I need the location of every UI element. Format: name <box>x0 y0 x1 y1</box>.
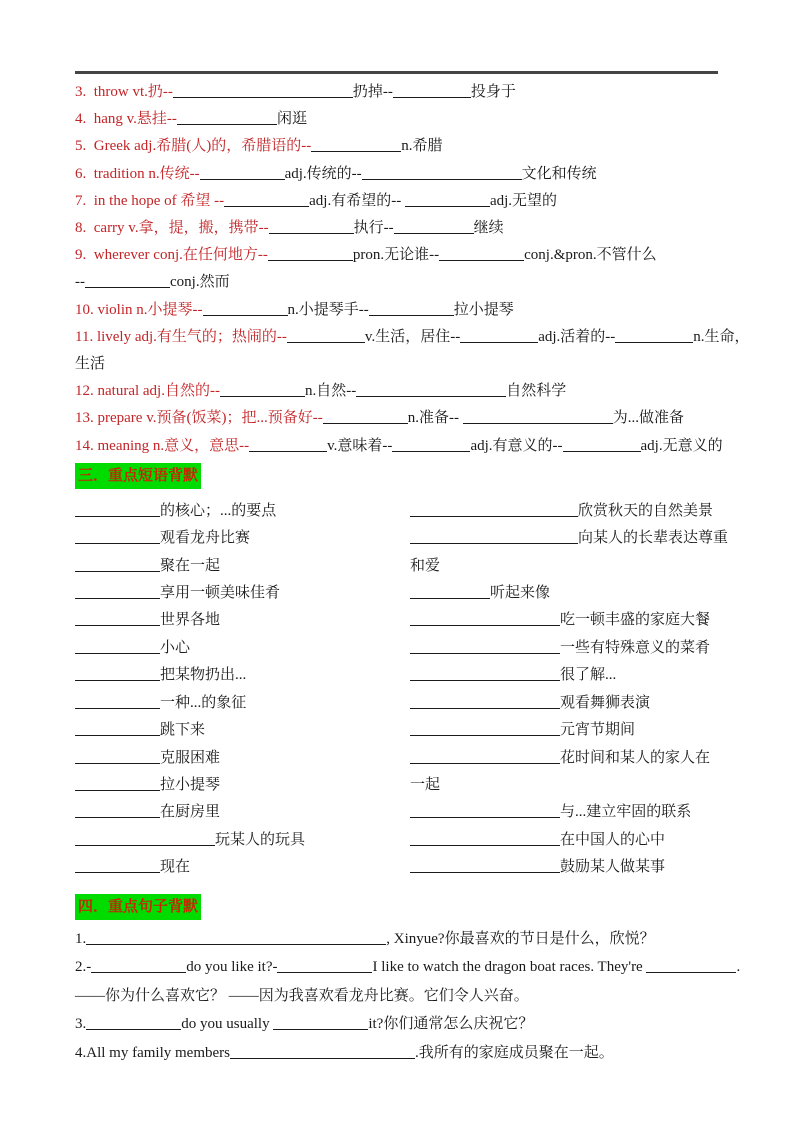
text-line <box>75 215 763 242</box>
phrase-row <box>75 580 763 607</box>
fill-in-blank <box>75 531 160 544</box>
text-line <box>410 690 763 717</box>
text-segment: adj.活着的-- <box>538 328 616 345</box>
phrase-row <box>75 553 763 580</box>
text-segment: n.生命， <box>693 328 750 345</box>
fill-in-blank <box>311 139 401 152</box>
text-segment: 克服困难 <box>160 749 221 766</box>
text-line <box>410 772 763 799</box>
text-segment: 元宵节期间 <box>560 722 636 739</box>
text-segment: 在中国人的心中 <box>560 831 666 848</box>
fill-in-blank <box>410 531 578 544</box>
sentences-list <box>75 925 763 1068</box>
text-segment: 13. prepare v.预备(饭菜)；把...预备好-- <box>75 410 323 427</box>
text-segment: 拉小提琴 <box>160 776 221 793</box>
fill-in-blank <box>410 751 560 764</box>
text-segment: 14. meaning n.意义，意思-- <box>75 437 250 454</box>
text-segment: 6. tradition n.传统-- <box>75 165 200 182</box>
text-segment: adj.有希望的-- <box>309 192 405 209</box>
fill-in-blank <box>75 559 160 572</box>
text-segment: it?你们通常怎么庆祝它？ <box>368 1016 534 1033</box>
text-line <box>75 772 410 799</box>
phrase-row <box>75 745 763 772</box>
fill-in-blank <box>75 860 160 873</box>
fill-in-blank <box>410 833 560 846</box>
text-segment: 4. hang v.悬挂-- <box>75 111 177 128</box>
phrases-grid <box>75 498 763 882</box>
text-line <box>75 607 410 634</box>
vocabulary-list <box>75 79 763 460</box>
text-segment: 拉小提琴 <box>453 301 514 318</box>
fill-in-blank <box>273 1017 368 1030</box>
phrase-row <box>75 635 763 662</box>
text-segment: v.意味着-- <box>327 437 393 454</box>
text-segment: 10. violin n.小提琴-- <box>75 301 203 318</box>
text-segment: 为...做准备 <box>612 410 684 427</box>
fill-in-blank <box>75 696 160 709</box>
text-line <box>75 553 410 580</box>
text-segment: n.自然-- <box>304 383 357 400</box>
fill-in-blank <box>394 221 474 234</box>
text-line <box>75 433 763 460</box>
text-line <box>410 607 763 634</box>
phrase-row <box>75 772 763 799</box>
text-segment: adj.有意义的-- <box>470 437 563 454</box>
text-segment: 玩某人的玩具 <box>215 831 306 848</box>
fill-in-blank <box>410 641 560 654</box>
text-segment: 吃一顿丰盛的家庭大餐 <box>560 612 711 629</box>
page-content <box>0 71 793 1067</box>
fill-in-blank <box>200 167 285 180</box>
phrase-row <box>75 690 763 717</box>
section-header-phrases <box>75 463 763 489</box>
text-line <box>75 1010 763 1039</box>
fill-in-blank <box>410 586 490 599</box>
text-segment: 聚在一起 <box>160 557 221 574</box>
fill-in-blank <box>75 751 160 764</box>
text-line <box>410 799 763 826</box>
text-line <box>410 662 763 689</box>
text-segment: v.生活，居住-- <box>364 328 461 345</box>
text-segment: do you usually <box>181 1016 274 1033</box>
text-segment: 与...建立牢固的联系 <box>560 804 692 821</box>
fill-in-blank <box>75 805 160 818</box>
text-segment: 观看龙舟比赛 <box>160 530 251 547</box>
text-line <box>75 635 410 662</box>
text-segment: 现在 <box>160 859 191 876</box>
text-line <box>410 745 763 772</box>
section-header-sentences <box>75 894 763 920</box>
text-line <box>75 982 763 1011</box>
text-segment: 5. Greek adj.希腊(人)的，希腊语的-- <box>75 138 312 155</box>
horizontal-rule <box>75 71 718 74</box>
fill-in-blank <box>410 504 578 517</box>
text-line <box>75 79 763 106</box>
text-line <box>75 498 410 525</box>
fill-in-blank <box>75 641 160 654</box>
text-line <box>410 525 763 552</box>
text-segment: 继续 <box>473 220 504 237</box>
fill-in-blank <box>410 613 560 626</box>
text-line <box>75 378 763 405</box>
text-segment: conj.&pron.不管什么 <box>524 247 657 264</box>
text-line <box>410 717 763 744</box>
text-segment: 花时间和某人的家人在 <box>560 749 711 766</box>
text-segment: -- <box>75 274 85 291</box>
text-segment: 4.All my family members <box>75 1044 230 1061</box>
text-segment: n.小提琴手-- <box>287 301 369 318</box>
text-line <box>75 525 410 552</box>
fill-in-blank <box>220 384 305 397</box>
text-segment: 的核心；...的要点 <box>160 502 277 519</box>
fill-in-blank <box>646 960 736 973</box>
fill-in-blank <box>75 833 215 846</box>
text-line <box>75 580 410 607</box>
fill-in-blank <box>75 723 160 736</box>
text-segment: 9. wherever conj.在任何地方-- <box>75 247 268 264</box>
text-segment: adj.传统的-- <box>284 165 362 182</box>
text-line <box>75 161 763 188</box>
text-segment: 生活 <box>75 356 106 373</box>
text-segment: 1. <box>75 930 87 947</box>
fill-in-blank <box>410 696 560 709</box>
fill-in-blank <box>405 194 490 207</box>
text-line <box>75 297 763 324</box>
text-segment: 扔掉-- <box>352 84 393 100</box>
text-segment: adj.无意义的 <box>640 437 723 454</box>
text-line <box>75 269 763 296</box>
fill-in-blank <box>356 384 506 397</box>
text-segment: 2.- <box>75 959 92 976</box>
text-line <box>75 799 410 826</box>
text-segment: conj.然而 <box>170 274 230 291</box>
fill-in-blank <box>75 778 160 791</box>
text-segment: 享用一顿美味佳肴 <box>160 585 281 602</box>
text-segment: 执行-- <box>353 220 394 237</box>
text-segment: 听起来像 <box>490 585 551 602</box>
fill-in-blank <box>203 303 288 316</box>
text-segment: pron.无论谁-- <box>352 247 440 264</box>
text-segment: n.希腊 <box>401 138 443 155</box>
text-line <box>75 717 410 744</box>
text-line <box>75 106 763 133</box>
phrase-row <box>75 854 763 881</box>
phrase-row <box>75 662 763 689</box>
fill-in-blank <box>177 112 277 125</box>
text-line <box>75 351 763 378</box>
text-segment: 世界各地 <box>160 612 221 629</box>
text-segment: 自然科学 <box>506 383 567 400</box>
text-line <box>410 553 763 580</box>
text-segment: n.准备-- <box>407 410 463 427</box>
fill-in-blank <box>249 439 327 452</box>
fill-in-blank <box>410 668 560 681</box>
fill-in-blank <box>439 248 524 261</box>
text-segment: 很了解... <box>560 667 617 684</box>
text-segment: 一些有特殊意义的菜肴 <box>560 639 711 656</box>
text-segment: 一起 <box>410 776 441 793</box>
text-segment: 鼓励某人做某事 <box>560 859 666 876</box>
text-segment: I like to watch the dragon boat races. They're <box>372 959 647 976</box>
text-segment: . <box>736 959 741 976</box>
fill-in-blank <box>460 330 538 343</box>
fill-in-blank <box>410 860 560 873</box>
text-segment: 把某物扔出... <box>160 667 247 684</box>
text-line <box>75 827 410 854</box>
fill-in-blank <box>563 439 641 452</box>
phrase-row <box>75 607 763 634</box>
text-segment: 观看舞狮表演 <box>560 694 651 711</box>
text-line <box>410 827 763 854</box>
text-line <box>75 242 763 269</box>
text-line <box>75 690 410 717</box>
text-line <box>410 635 763 662</box>
fill-in-blank <box>86 1017 181 1030</box>
fill-in-blank <box>91 960 186 973</box>
text-segment: 投身于 <box>470 84 516 100</box>
text-line <box>75 405 763 432</box>
text-line <box>75 953 763 982</box>
phrase-row <box>75 525 763 552</box>
text-segment: 7. in the hope of 希望 -- <box>75 192 225 209</box>
phrase-row <box>75 827 763 854</box>
text-segment: ——你为什么喜欢它？ ——因为我喜欢看龙舟比赛。它们令人兴奋。 <box>75 987 529 1004</box>
text-line <box>410 498 763 525</box>
text-segment: adj.无望的 <box>489 192 558 209</box>
text-line <box>410 580 763 607</box>
fill-in-blank <box>230 1046 415 1059</box>
fill-in-blank <box>392 439 470 452</box>
text-segment: 和爱 <box>410 557 441 574</box>
text-segment: 8. carry v.拿，提，搬，携带-- <box>75 220 269 237</box>
fill-in-blank <box>75 586 160 599</box>
text-line <box>75 324 763 351</box>
fill-in-blank <box>224 194 309 207</box>
fill-in-blank <box>393 85 471 98</box>
text-segment: 闲逛 <box>276 111 307 128</box>
text-segment: 3. <box>75 1016 87 1033</box>
text-segment: 3. throw vt.扔-- <box>75 84 173 100</box>
fill-in-blank <box>369 303 454 316</box>
text-line <box>410 854 763 881</box>
fill-in-blank <box>173 85 353 98</box>
text-segment: 在厨房里 <box>160 804 221 821</box>
text-segment: 11. lively adj.有生气的；热闹的-- <box>75 328 287 345</box>
text-line <box>75 662 410 689</box>
text-segment: 12. natural adj.自然的-- <box>75 383 220 400</box>
text-segment: 小心 <box>160 639 191 656</box>
text-line <box>75 925 763 954</box>
fill-in-blank <box>323 411 408 424</box>
fill-in-blank <box>410 805 560 818</box>
text-segment: 欣赏秋天的自然美景 <box>578 502 714 519</box>
text-segment: 文化和传统 <box>521 165 597 182</box>
fill-in-blank <box>287 330 365 343</box>
section-header-phrases-text: 三．重点短语背默 <box>75 463 201 489</box>
text-segment: do you like it?- <box>186 959 278 976</box>
text-line <box>75 854 410 881</box>
fill-in-blank <box>277 960 372 973</box>
fill-in-blank <box>615 330 693 343</box>
phrase-row <box>75 717 763 744</box>
text-segment: , Xinyue?你最喜欢的节日是什么，欣悦？ <box>386 930 655 947</box>
fill-in-blank <box>75 613 160 626</box>
fill-in-blank <box>75 668 160 681</box>
text-segment: .我所有的家庭成员聚在一起。 <box>414 1044 614 1061</box>
text-line <box>75 1039 763 1068</box>
text-line <box>75 745 410 772</box>
fill-in-blank <box>86 932 386 945</box>
fill-in-blank <box>463 411 613 424</box>
fill-in-blank <box>410 723 560 736</box>
section-header-sentences-text: 四．重点句子背默 <box>75 894 201 920</box>
text-segment: 跳下来 <box>160 722 206 739</box>
fill-in-blank <box>362 167 522 180</box>
text-line <box>75 188 763 215</box>
fill-in-blank <box>75 504 160 517</box>
phrase-row <box>75 799 763 826</box>
text-segment: 向某人的长辈表达尊重 <box>578 530 729 547</box>
text-segment: 一种...的象征 <box>160 694 247 711</box>
fill-in-blank <box>269 221 354 234</box>
fill-in-blank <box>85 275 170 288</box>
fill-in-blank <box>268 248 353 261</box>
phrase-row <box>75 498 763 525</box>
text-line <box>75 133 763 160</box>
